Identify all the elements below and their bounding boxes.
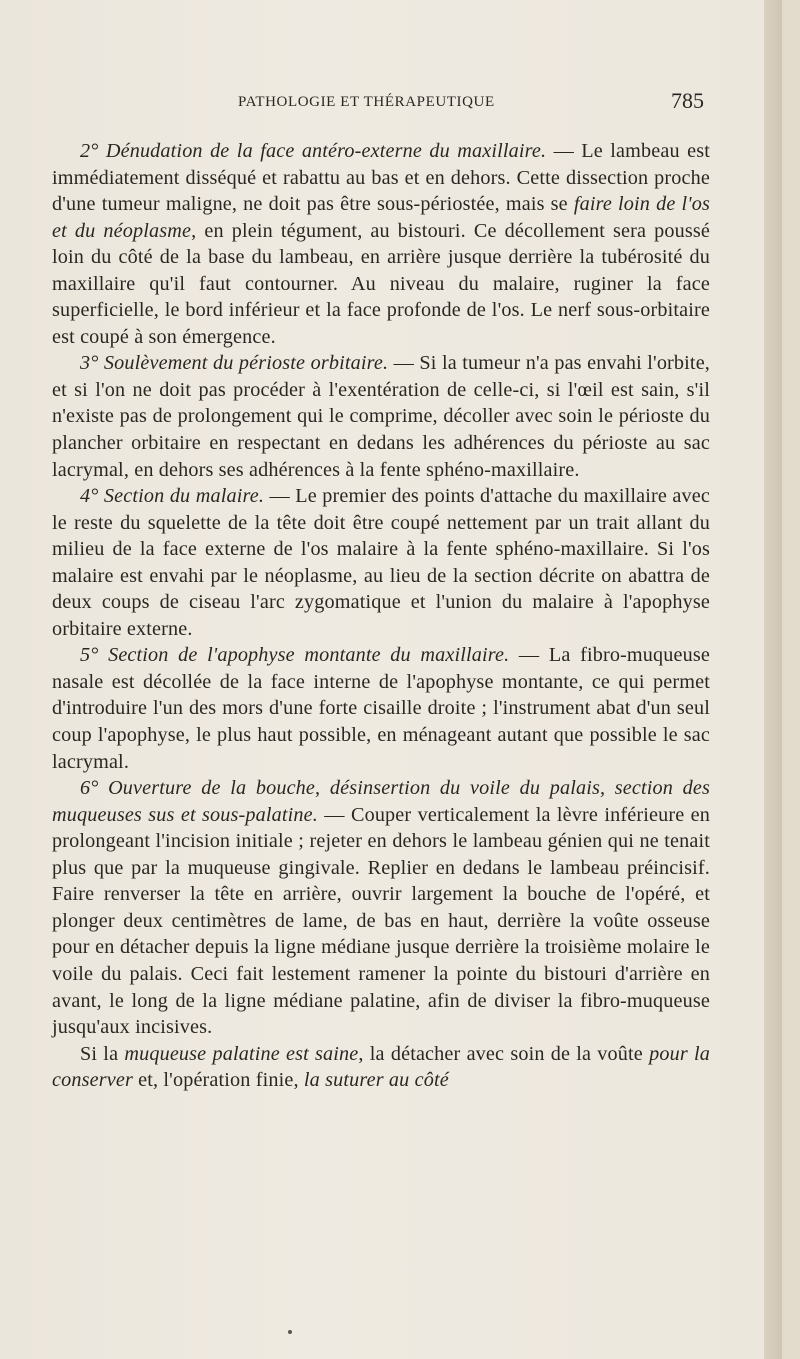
section-heading: 2° Dénudation de la face antéro-externe du maxillaire. [80,140,547,162]
section-heading: 6° Ouverture de la bouche, désinsertion du voile du palais, section des muqueuses sus et sous-palatine. [52,777,710,826]
paragraph-ouverture: 6° Ouverture de la bouche, désinsertion du voile du palais, section des muqueuses sus et sous-palatine. — Couper verticalement la lèvre inférieure en prolongeant l'incision initiale ; rejeter en dehors le lambeau génien qui ne tenait plus que par la muqueuse gingivale. Replier en dedans le lambeau préincisif. Faire renverser la tête en arrière, ouvrir largement la bouche de l'opéré, et plonger deux centimètres de lame, de bas en haut, derrière la voûte osseuse pour en détacher depuis la ligne médiane jusque derrière la troisième molaire le voile du palais. Ceci fait lestement ramener la pointe du bistouri d'arrière en avant, le long de la ligne médiane palatine, afin de diviser la fibro-muqueuse jusqu'aux incisives. [52,777,710,1039]
section-heading: 3° Soulèvement du périoste orbitaire. [80,352,389,375]
paragraph-section-malaire: 4° Section du malaire. — Le premier des points d'attache du maxillaire avec le reste du squelette de la tête doit être coupé nettement par un trait allant du milieu de la face externe de l'os malaire à la fente sphéno-maxillaire. Si l'os malaire est envahi par le néoplasme, au lieu de la section décrite on abattra de deux coups de ciseau l'arc zygomatique et l'union du malaire à l'apophyse orbitaire externe. [52,485,711,640]
paragraph-denudation: 2° Dénudation de la face antéro-externe du maxillaire. — Le lambeau est immédiatement disséqué et rabattu au bas et en dehors. Cette dissection proche d'une tumeur maligne, ne doit pas être sous-périostée, mais se faire loin de l'os et du néoplasme, en plein tégument, au bistouri. Ce décollement sera poussé loin du côté de la base du lambeau, en arrière jusque derrière la tubérosité du maxillaire qu'il faut contourner. Au niveau du malaire, ruginer la face superficielle, le bord inférieur et la face profonde de l'os. Le nerf sous-orbitaire est coupé à son émergence. [52,140,711,348]
section-heading: 4° Section du malaire. [80,485,265,508]
page-number: 785 [671,88,704,113]
page-header [0,88,782,120]
paragraph-apophyse: 5° Section de l'apophyse montante du maxillaire. — La fibro-muqueuse nasale est décollée de la face interne de l'apophyse montante, ce qui permet d'introduire l'un des mors d'une forte cisaille droite ; l'instrument abat d'un seul coup l'apophyse, le plus haut possible, en ménageant autant que possible le sac lacrymal. [52,644,710,773]
paragraph-soulevement: 3° Soulèvement du périoste orbitaire. — Si la tumeur n'a pas envahi l'orbite, et si l'on ne doit pas procéder à l'exentération de celle-ci, si l'œil est sain, s'il n'existe pas de prolongement qui le comprime, décoller avec soin le périoste du plancher orbitaire en respectant en dedans les adhérences du périoste au sac lacrymal, en dehors ses adhérences à la fente sphéno-maxillaire. [52,352,710,481]
page-edge-shadow [764,0,782,1359]
body-text [52,138,710,1094]
paragraph-muqueuse: Si la muqueuse palatine est saine, la détacher avec soin de la voûte pour la conserver et, l'opération finie, la suturer au côté [52,1042,711,1092]
print-speck [288,1330,292,1334]
section-heading: 5° Section de l'apophyse montante du maxillaire. [80,644,510,667]
running-title: PATHOLOGIE ET THÉRAPEUTIQUE [238,94,495,110]
